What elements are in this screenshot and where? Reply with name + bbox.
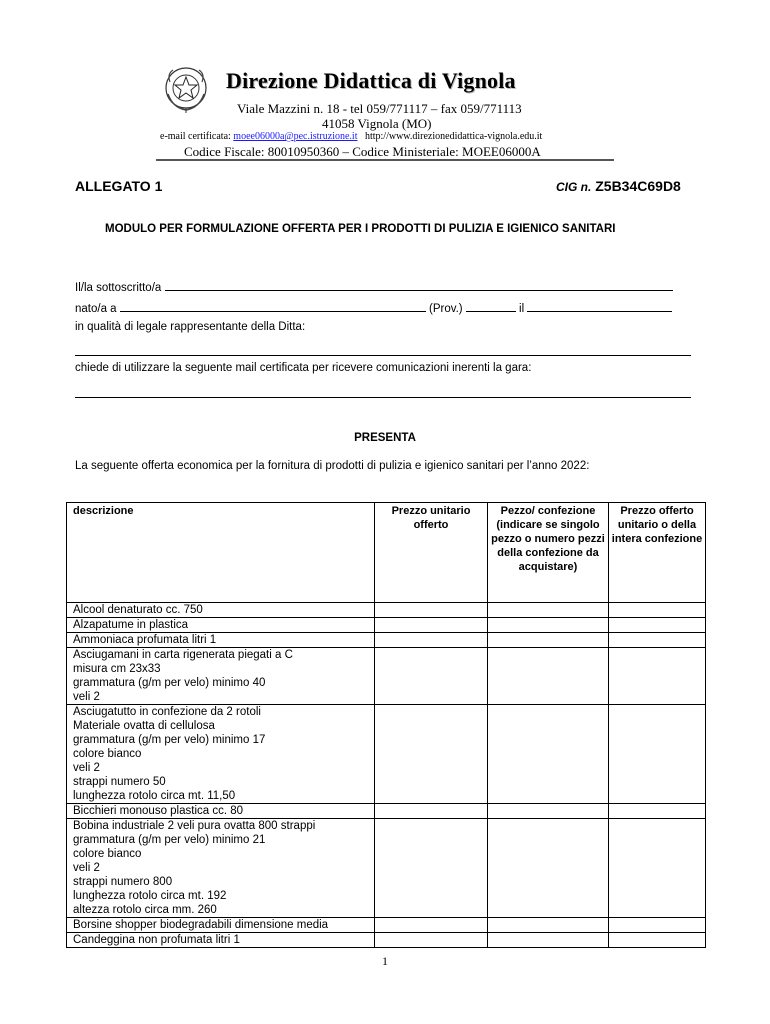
description-line: Bobina industriale 2 veli pura ovatta 800 strappi <box>73 820 316 832</box>
pieces-input-cell[interactable] <box>488 618 609 633</box>
pieces-input-cell[interactable] <box>488 705 609 804</box>
qualita-label: in qualità di legale rappresentante della Ditta: <box>75 321 306 333</box>
description-line: veli 2 <box>73 862 100 874</box>
description-line: grammatura (g/m per velo) minimo 17 <box>73 734 266 746</box>
fiscal-codes: Codice Fiscale: 80010950360 – Codice Ministeriale: MOEE06000A <box>184 144 541 159</box>
table-header-row <box>67 503 706 603</box>
item-description <box>67 603 375 618</box>
pieces-input-cell[interactable] <box>488 603 609 618</box>
table-row <box>67 633 706 648</box>
col-header-prezzo-unitario: Prezzo unitario offerto <box>375 503 488 603</box>
date-label: il <box>519 303 525 315</box>
description-line: misura cm 23x33 <box>73 663 161 675</box>
email-line <box>160 131 542 142</box>
sottoscritto-line <box>75 280 673 294</box>
nato-line <box>75 301 672 315</box>
description-line: veli 2 <box>73 762 100 774</box>
birthplace-field[interactable] <box>120 301 426 312</box>
price-input-cell[interactable] <box>375 819 488 918</box>
pieces-input-cell[interactable] <box>488 633 609 648</box>
price-input-cell[interactable] <box>375 933 488 948</box>
website-link[interactable]: http://www.direzionedidattica-vignola.edu.it <box>364 131 543 142</box>
table-row <box>67 804 706 819</box>
prov-label: (Prov.) <box>428 303 463 315</box>
address-line-1: Viale Mazzini n. 18 - tel 059/771117 – fax 059/771113 <box>237 101 522 116</box>
sottoscritto-field[interactable] <box>165 280 673 291</box>
birthdate-field[interactable] <box>527 301 672 312</box>
table-row <box>67 819 706 918</box>
pieces-input-cell[interactable] <box>488 819 609 918</box>
ditta-field[interactable] <box>75 355 691 356</box>
table-row <box>67 603 706 618</box>
description-line: Borsine shopper biodegradabili dimensione media <box>73 919 329 931</box>
chiede-label: chiede di utilizzare la seguente mail certificata per ricevere comunicazioni inerenti la gara: <box>75 362 532 374</box>
table-row <box>67 618 706 633</box>
email-link[interactable]: moee06000a@pec.istruzione.it <box>233 131 358 142</box>
document-title: MODULO PER FORMULAZIONE OFFERTA PER I PRODOTTI DI PULIZIA E IGIENICO SANITARI <box>105 223 616 235</box>
item-description <box>67 804 375 819</box>
description-line: Alcool denaturato cc. 750 <box>73 604 203 616</box>
description-line: Asciugatutto in confezione da 2 rotoli <box>73 706 261 718</box>
cig-value: Z5B34C69D8 <box>595 178 681 194</box>
address-line-2: 41058 Vignola (MO) <box>322 116 432 131</box>
description-line: Asciugamani in carta rigenerata piegati a C <box>73 649 293 661</box>
header-divider <box>156 159 614 161</box>
offer-table <box>66 502 706 948</box>
price-input-cell[interactable] <box>375 633 488 648</box>
total-price-input-cell[interactable] <box>609 804 706 819</box>
description-line: altezza rotolo circa mm. 260 <box>73 904 217 916</box>
pieces-input-cell[interactable] <box>488 918 609 933</box>
description-line: veli 2 <box>73 691 100 703</box>
total-price-input-cell[interactable] <box>609 618 706 633</box>
table-row <box>67 918 706 933</box>
price-input-cell[interactable] <box>375 918 488 933</box>
description-line: grammatura (g/m per velo) minimo 21 <box>73 834 266 846</box>
description-line: Materiale ovatta di cellulosa <box>73 720 215 732</box>
presenta-heading: PRESENTA <box>354 432 416 444</box>
allegato-label: ALLEGATO 1 <box>75 178 163 194</box>
table-row <box>67 648 706 705</box>
pec-field[interactable] <box>75 397 691 398</box>
nato-label: nato/a a <box>75 303 117 315</box>
description-line: lunghezza rotolo circa mt. 192 <box>73 890 227 902</box>
price-input-cell[interactable] <box>375 804 488 819</box>
price-input-cell[interactable] <box>375 603 488 618</box>
pieces-input-cell[interactable] <box>488 933 609 948</box>
prov-field[interactable] <box>466 301 516 312</box>
description-line: lunghezza rotolo circa mt. 11,50 <box>73 790 236 802</box>
price-input-cell[interactable] <box>375 648 488 705</box>
total-price-input-cell[interactable] <box>609 819 706 918</box>
table-row <box>67 933 706 948</box>
pieces-input-cell[interactable] <box>488 804 609 819</box>
cig-number <box>556 178 681 194</box>
item-description <box>67 648 375 705</box>
table-row <box>67 705 706 804</box>
item-description <box>67 933 375 948</box>
col-header-pezzo-confezione: Pezzo/ confezione (indicare se singolo pezzo o numero pezzi della confezione da acquistare) <box>488 503 609 603</box>
description-line: strappi numero 50 <box>73 776 166 788</box>
total-price-input-cell[interactable] <box>609 705 706 804</box>
item-description <box>67 819 375 918</box>
item-description <box>67 705 375 804</box>
price-input-cell[interactable] <box>375 705 488 804</box>
total-price-input-cell[interactable] <box>609 603 706 618</box>
offer-intro: La seguente offerta economica per la fornitura di prodotti di pulizia e igienico sanitari per l’anno 2022: <box>75 460 590 472</box>
description-line: Bicchieri monouso plastica cc. 80 <box>73 805 244 817</box>
item-description <box>67 918 375 933</box>
description-line: colore bianco <box>73 748 142 760</box>
description-line: Candeggina non profumata litri 1 <box>73 934 240 946</box>
table-body <box>67 603 706 948</box>
pieces-input-cell[interactable] <box>488 648 609 705</box>
total-price-input-cell[interactable] <box>609 918 706 933</box>
description-line: colore bianco <box>73 848 142 860</box>
description-line: grammatura (g/m per velo) minimo 40 <box>73 677 266 689</box>
description-line: strappi numero 800 <box>73 876 173 888</box>
total-price-input-cell[interactable] <box>609 933 706 948</box>
total-price-input-cell[interactable] <box>609 648 706 705</box>
price-input-cell[interactable] <box>375 618 488 633</box>
col-header-prezzo-offerto: Prezzo offerto unitario o della intera confezione <box>609 503 706 603</box>
description-line: Alzapatume in plastica <box>73 619 189 631</box>
cig-label: CIG n. <box>556 180 592 194</box>
italian-republic-emblem-icon <box>163 64 209 114</box>
item-description <box>67 633 375 648</box>
description-line: Ammoniaca profumata litri 1 <box>73 634 217 646</box>
col-header-descrizione: descrizione <box>67 503 375 603</box>
total-price-input-cell[interactable] <box>609 633 706 648</box>
email-label: e-mail certificata: <box>160 131 234 142</box>
item-description <box>67 618 375 633</box>
page-number: 1 <box>382 954 388 968</box>
sottoscritto-label: Il/la sottoscritto/a <box>75 282 162 294</box>
school-name: Direzione Didattica di Vignola <box>226 68 516 93</box>
